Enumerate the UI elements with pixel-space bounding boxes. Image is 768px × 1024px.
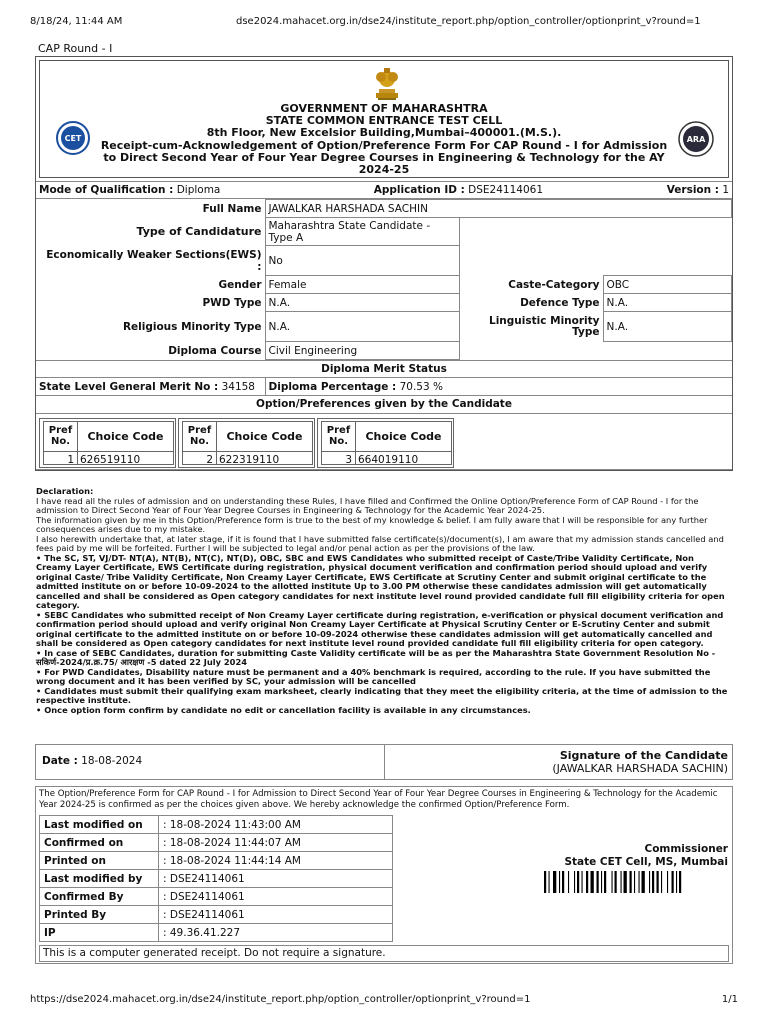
header-text [94, 103, 674, 176]
receipt-meta-table [39, 815, 393, 942]
version-label: Version : [666, 184, 719, 196]
choice-code-header: Choice Code [217, 422, 312, 452]
diploma-pct-value: 70.53 % [399, 380, 443, 393]
candidate-details [36, 199, 732, 360]
ews-label: Economically Weaker Sections(EWS) : [46, 248, 262, 273]
state-emblem-icon [372, 65, 402, 101]
choice-table [317, 418, 454, 468]
date-cell [36, 745, 385, 779]
svg-text:CET: CET [64, 134, 82, 143]
declaration-bullet: • The SC, ST, VJ/DT- NT(A), NT(B), NT(C), NT(D), OBC, SBC and EWS Candidates who submitted receipt of Caste/Tribe Validity Certificate, Non Creamy Layer Certificate, EWS Certificate during registration, physical document verification and confirmation period should upload and verify original Caste/ Tribe Validity Certificate, Non Creamy Layer Certificate, EWS Certificate at Scrutiny Center and submit original certificate to the admitted institute on or before 10-09-2024 to the allotted institute Up to 3.00 PM otherwise these candidates admission will get automatically cancelled and shall be considered as Open category candidates for next institute level round provided candidate full fill eligibility criteria for open category. [36, 552, 725, 610]
type-value: Maharashtra State Candidate - Type A [265, 218, 459, 246]
full-name-label: Full Name [202, 202, 262, 215]
merit-no-label: State Level General Merit No : [39, 380, 219, 393]
merit-no-value: 34158 [221, 380, 255, 393]
signature-cell [552, 749, 728, 775]
summary-row [36, 181, 732, 199]
pref-no-header: Pref No. [44, 422, 78, 452]
acknowledgement-box [35, 786, 733, 964]
type-label: Type of Candidature [136, 225, 262, 238]
commissioner-title: Commissioner [644, 843, 728, 855]
computer-generated-note: This is a computer generated receipt. Do not require a signature. [39, 945, 729, 962]
declaration [36, 487, 732, 715]
signature-name: (JAWALKAR HARSHADA SACHIN) [552, 762, 728, 775]
declaration-para: I have read all the rules of admission and on understanding these Rules, I have filled and Confirmed the Online Option/Preference Form of CAP Round - I for the admission to Direct Second Year of Four Year Degree Courses in Engineering & Technology for the Academic Year 2024-25. [36, 495, 699, 515]
svg-text:ARA: ARA [686, 135, 706, 144]
table-row: Confirmed By : DSE24114061 [40, 888, 393, 906]
mode-label: Mode of Qualification : [39, 184, 174, 196]
defence-label: Defence Type [520, 296, 600, 309]
gender-value: Female [265, 276, 459, 294]
barcode-icon [544, 871, 726, 893]
cet-logo-icon [56, 121, 90, 155]
pref-no-value: 1 [44, 452, 78, 464]
full-name-value: JAWALKAR HARSHADA SACHIN [265, 200, 732, 218]
choice-code-header: Choice Code [78, 422, 173, 452]
footer-url: https://dse2024.mahacet.org.in/dse24/institute_report.php/option_controller/optionprint_v?round=1 [30, 994, 531, 1005]
application-id-label: Application ID : [373, 184, 465, 196]
course-value: Civil Engineering [265, 342, 459, 360]
caste-label: Caste-Category [508, 278, 600, 291]
date-value: 18-08-2024 [81, 755, 143, 767]
receipt-header [39, 60, 729, 178]
merit-section-title: Diploma Merit Status [36, 360, 732, 378]
religious-value: N.A. [265, 312, 459, 342]
commissioner-block [564, 843, 728, 869]
declaration-para: I also herewith undertake that, at later stage, if it is found that I have submitted false certificate(s)/document(s), I am aware that my admission stands cancelled and fees paid by me will be forfeited. Further I will be subjected to legal and/or penal action as per the provisions of the law. [36, 533, 724, 553]
choice-code-value: 664019110 [358, 454, 419, 466]
religious-label: Religious Minority Type [122, 320, 262, 333]
signature-box [35, 744, 733, 780]
declaration-para: The information given by me in this Option/Preference form is true to the best of my knowledge & belief. I am fully aware that I will be responsible for any further consequences arises due to my mistake. [36, 514, 708, 534]
declaration-bullet: • SEBC Candidates who submitted receipt of Non Creamy Layer certificate during registration, e-verification or physical document verification and confirmation period should upload and verify original Non Creamy Layer Certificate at Physical Scrutiny Center or E-Scrutiny Center and submit original certificate to the admitted institute on or before 10-09-2024 otherwise these candidates admission will get automatically cancelled and shall be considered as Open category candidates for next institute level round provided candidate full fill eligibility criteria for open category. [36, 609, 724, 648]
table-row: Printed By : DSE24114061 [40, 906, 393, 924]
linguistic-value: N.A. [603, 312, 732, 342]
caste-value: OBC [603, 276, 732, 294]
pwd-value: N.A. [265, 294, 459, 312]
gender-label: Gender [218, 278, 262, 291]
declaration-bullet: • Candidates must submit their qualifying exam marksheet, clearly indicating that they meet the eligibility criteria, at the time of admission to the respective institute. [36, 685, 728, 705]
merit-row [36, 378, 732, 396]
diploma-pct-label: Diploma Percentage : [268, 380, 397, 393]
header-line-address: 8th Floor, New Excelsior Building,Mumbai–400001.(M.S.). [206, 126, 562, 140]
receipt-frame [35, 56, 733, 471]
table-row: Printed on : 18-08-2024 11:44:14 AM [40, 852, 393, 870]
table-row: Confirmed on : 18-08-2024 11:44:07 AM [40, 834, 393, 852]
signature-label: Signature of the Candidate [559, 749, 728, 762]
declaration-bullet: • For PWD Candidates, Disability nature must be permanent and a 40% benchmark is required, according to the rule. If you have submitted the wrong document and it has been verified by SC, your admission will be cancelled [36, 666, 711, 686]
application-id-value: DSE24114061 [468, 184, 543, 196]
choice-table [39, 418, 176, 468]
header-line-title: Receipt-cum-Acknowledgement of Option/Preference Form For CAP Round - I for Admission to Direct Second Year of Four Year Degree Courses in Engineering & Technology for the AY 2024-25 [100, 138, 668, 177]
cap-round-title: CAP Round - I [38, 42, 113, 55]
choice-table [178, 418, 315, 468]
pref-no-value: 2 [183, 452, 217, 464]
declaration-title: Declaration: [36, 486, 94, 496]
ews-value: No [265, 246, 459, 276]
declaration-bullet: • Once option form confirm by candidate no edit or cancellation facility is available in any circumstances. [36, 704, 531, 715]
header-line-cell: STATE COMMON ENTRANCE TEST CELL [265, 114, 503, 128]
table-row: Last modified on : 18-08-2024 11:43:00 AM [40, 816, 393, 834]
choice-code-header: Choice Code [356, 422, 451, 452]
header-line-government: GOVERNMENT OF MAHARASHTRA [280, 102, 488, 115]
declaration-bullet: • In case of SEBC Candidates, duration for submitting Caste Validity certificate will be as per the Maharashtra State Government Resolution No - सकिर्ण-2024/प्र.क्र.75/ आरक्षण -5 dated 22 July 2024 [36, 647, 716, 667]
options-section-title: Option/Preferences given by the Candidate [36, 396, 732, 414]
defence-value: N.A. [603, 294, 732, 312]
table-row: Last modified by : DSE24114061 [40, 870, 393, 888]
acknowledgement-text: The Option/Preference Form for CAP Round - I for Admission to Direct Second Year of Four Year Degree Courses in Engineering & Technology for the Academic Year 2024-25 is confirmed as per the choices given above. We hereby acknowledge the confirmed Option/Preference Form. [39, 789, 718, 810]
print-datetime: 8/18/24, 11:44 AM [30, 16, 123, 27]
print-url: dse2024.mahacet.org.in/dse24/institute_report.php/option_controller/optionprint_v?round=1 [236, 16, 701, 27]
pwd-label: PWD Type [202, 296, 262, 309]
ara-logo-icon [678, 121, 714, 157]
linguistic-label: Linguistic Minority Type [489, 314, 600, 338]
pref-no-header: Pref No. [183, 422, 217, 452]
choices-area [36, 414, 732, 470]
version-value: 1 [722, 184, 729, 196]
pref-no-header: Pref No. [322, 422, 356, 452]
pref-no-value: 3 [322, 452, 356, 464]
course-label: Diploma Course [168, 344, 262, 357]
mode-value: Diploma [176, 184, 221, 196]
commissioner-office: State CET Cell, MS, Mumbai [564, 856, 728, 868]
table-row: IP : 49.36.41.227 [40, 924, 393, 942]
page-number: 1/1 [721, 994, 738, 1005]
print-header [0, 16, 768, 30]
date-label: Date : [42, 755, 78, 767]
choice-code-value: 626519110 [80, 454, 141, 466]
choice-code-value: 622319110 [219, 454, 280, 466]
